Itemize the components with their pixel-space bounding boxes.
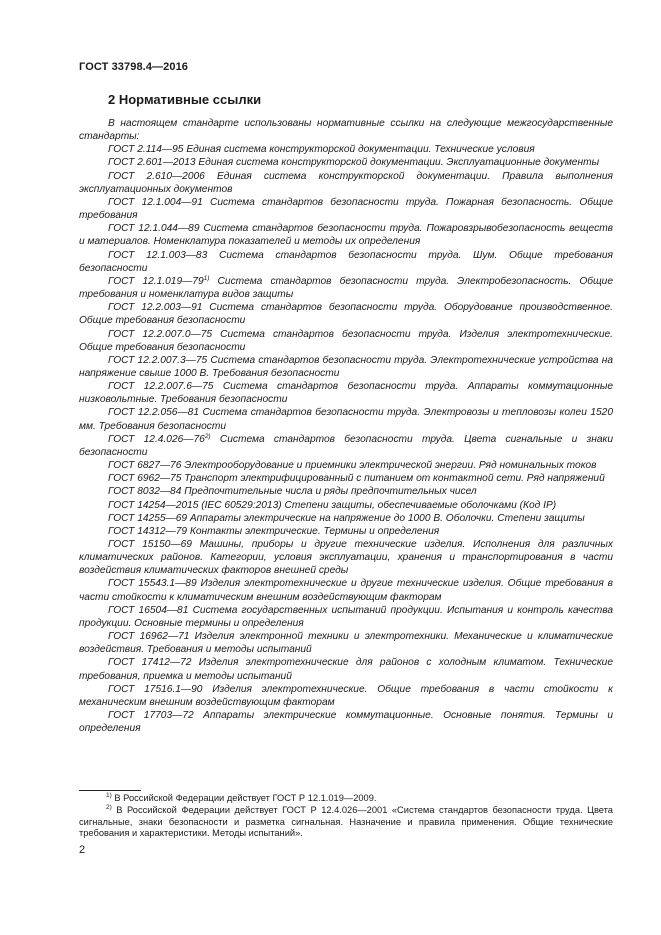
reference-title: Аппараты электрические коммутационные. Основные понятия. Термины и определения (79, 710, 613, 735)
section-title: 2 Нормативные ссылки (108, 92, 262, 107)
reference-title: Изделия электротехнические. Общие требования в части стойкости к механическим внешним воздействующим факторам (79, 683, 613, 708)
reference-code: ГОСТ 14312—79 (108, 525, 188, 537)
reference-code: ГОСТ 2.114—95 (108, 144, 184, 156)
reference-item (79, 170, 613, 196)
reference-title: Система стандартов безопасности труда. Оборудование производственное. Общие требования безопасности (79, 302, 613, 327)
reference-code: ГОСТ 17412—72 (108, 657, 192, 669)
reference-item (79, 604, 613, 630)
reference-title: Система стандартов безопасности труда. Цвета сигнальные и знаки безопасности (79, 433, 613, 458)
reference-item (79, 459, 613, 472)
reference-code: ГОСТ 12.4.026—76 (108, 433, 205, 445)
reference-title: Единая система конструкторской документации. Эксплуатационные документы (198, 157, 600, 169)
footnote (79, 805, 613, 840)
reference-title: Система стандартов безопасности труда. Электробезопасность. Общие требования и номенклатура видов защиты (79, 275, 614, 301)
reference-item (79, 683, 613, 709)
reference-item (79, 301, 613, 327)
reference-title: Транспорт электрифицированный с питанием от контактной сети. Ряд напряжений (184, 473, 605, 485)
reference-code: ГОСТ 15543.1—89 (108, 578, 197, 590)
footnote-mark: 1) (106, 792, 112, 799)
footnote-text: В Российской Федерации действует ГОСТ Р 12.4.026—2001 «Система стандартов безопасности труда. Цвета сигнальные, знаки безопасности и разметка сигнальная. Назначение и правила применения. Общие технические требования и характеристики. Методы испытаний». (79, 804, 613, 839)
reference-item (79, 472, 613, 485)
reference-code: ГОСТ 16504—81 (108, 604, 189, 616)
reference-item (79, 656, 613, 682)
reference-code: ГОСТ 17703—72 (108, 710, 194, 722)
page-number: 2 (79, 844, 86, 856)
reference-title: Изделия электротехнические и другие технические изделия. Общие требования в части стойкости к климатическим внешним воздействующим факторам (79, 578, 613, 603)
reference-code: ГОСТ 12.1.004—91 (108, 196, 203, 208)
reference-code: ГОСТ 12.1.003—83 (108, 249, 208, 261)
reference-title: Контакты электрические. Термины и определения (189, 525, 440, 537)
references-body (79, 117, 613, 735)
reference-code: ГОСТ 12.1.019—79 (108, 275, 204, 287)
reference-code: ГОСТ 15150—69 (108, 539, 192, 550)
reference-title: Машины, приборы и другие технические изделия. Исполнения для различных климатических районов. Категории, условия эксплуатации, хранения и транспортирования в части воздействия климатических факторов внешней среды (79, 539, 613, 577)
reference-item (79, 525, 613, 538)
reference-title: Система стандартов безопасности труда. Аппараты коммутационные низковольтные. Требования безопасности (79, 381, 613, 406)
reference-item (79, 380, 613, 406)
reference-title: Изделия электронной техники и электротехники. Механические и климатические воздействия. Требования и методы испытаний (79, 631, 613, 656)
reference-title: Система стандартов безопасности труда. Электротехнические устройства на напряжение свыше 1000 В. Требования безопасности (79, 354, 613, 379)
reference-item (79, 499, 613, 512)
reference-code: ГОСТ 6827—76 (108, 460, 182, 472)
footnote-text: В Российской Федерации действует ГОСТ Р 12.1.019—2009. (114, 793, 377, 803)
footnote (79, 793, 613, 805)
reference-item (79, 538, 613, 577)
reference-item (79, 512, 613, 525)
footnote-divider (79, 790, 141, 791)
footnotes (79, 793, 613, 840)
reference-item (79, 630, 613, 656)
reference-item (79, 485, 613, 498)
reference-item (79, 156, 613, 169)
reference-code: ГОСТ 6962—75 (108, 473, 182, 485)
document-header: ГОСТ 33798.4—2016 (79, 61, 189, 73)
reference-code: ГОСТ 2.610—2006 (108, 170, 205, 182)
reference-item (79, 249, 613, 275)
reference-item (79, 709, 613, 735)
reference-code: ГОСТ 16962—71 (108, 631, 190, 643)
reference-code: ГОСТ 12.2.003—91 (108, 302, 203, 314)
reference-code: ГОСТ 14254—2015 (IEC 60529:2013) (108, 499, 282, 511)
reference-code: ГОСТ 2.601—2013 (108, 157, 196, 169)
reference-item (79, 354, 613, 380)
reference-title: Система стандартов безопасности труда. Шум. Общие требования безопасности (79, 249, 613, 274)
reference-item (79, 577, 613, 603)
reference-title: Единая система конструкторской документации. Технические условия (186, 144, 535, 156)
reference-item (79, 406, 613, 432)
reference-title: Предпочтительные числа и ряды предпочтительных чисел (184, 486, 477, 498)
reference-code: ГОСТ 12.2.007.0—75 (108, 328, 213, 340)
reference-code: ГОСТ 12.2.056—81 (108, 407, 199, 419)
footnote-marker: 2) (204, 432, 211, 440)
reference-code: ГОСТ 14255—69 (108, 512, 188, 524)
reference-item (79, 222, 613, 248)
reference-title: Система стандартов безопасности труда. Пожаровзрывобезопасность веществ и материалов. Номенклатура показателей и методы их определения (79, 223, 613, 248)
reference-code: ГОСТ 17516.1—90 (108, 683, 203, 695)
reference-title: Система стандартов безопасности труда. Электровозы и тепловозы колеи 1520 мм. Требования безопасности (79, 407, 613, 432)
reference-title: Система стандартов безопасности труда. Изделия электротехнические. Общие требования безопасности (79, 328, 613, 353)
intro-paragraph: В настоящем стандарте использованы нормативные ссылки на следующие межгосударственные стандарты: (79, 118, 613, 143)
reference-title: Степени защиты, обеспечиваемые оболочками (Код IP) (284, 499, 557, 511)
reference-item (79, 143, 613, 156)
reference-list (79, 143, 613, 735)
reference-item (79, 196, 613, 222)
reference-item (79, 433, 613, 459)
reference-code: ГОСТ 12.2.007.3—75 (108, 354, 208, 366)
reference-code: ГОСТ 12.2.007.6—75 (108, 381, 214, 393)
footnote-mark: 2) (106, 803, 112, 811)
reference-title: Аппараты электрические на напряжение до 1000 В. Оболочки. Степени защиты (189, 512, 585, 524)
reference-code: ГОСТ 12.1.044—89 (108, 223, 200, 235)
reference-title: Электрооборудование и приемники электрической энергии. Ряд номинальных токов (184, 460, 597, 472)
reference-title: Изделия электротехнические для районов с холодным климатом. Технические требования, приемка и методы испытаний (79, 657, 613, 682)
reference-item (79, 275, 613, 301)
reference-title: Система стандартов безопасности труда. Пожарная безопасность. Общие требования (79, 196, 613, 222)
reference-title: Единая система конструкторской документации. Правила выполнения эксплуатационных документов (79, 170, 613, 195)
reference-item (79, 328, 613, 354)
footnote-marker: 1) (203, 274, 210, 282)
reference-code: ГОСТ 8032—84 (108, 486, 182, 498)
reference-title: Система государственных испытаний продукции. Испытания и контроль качества продукции. Основные термины и определения (79, 604, 613, 629)
